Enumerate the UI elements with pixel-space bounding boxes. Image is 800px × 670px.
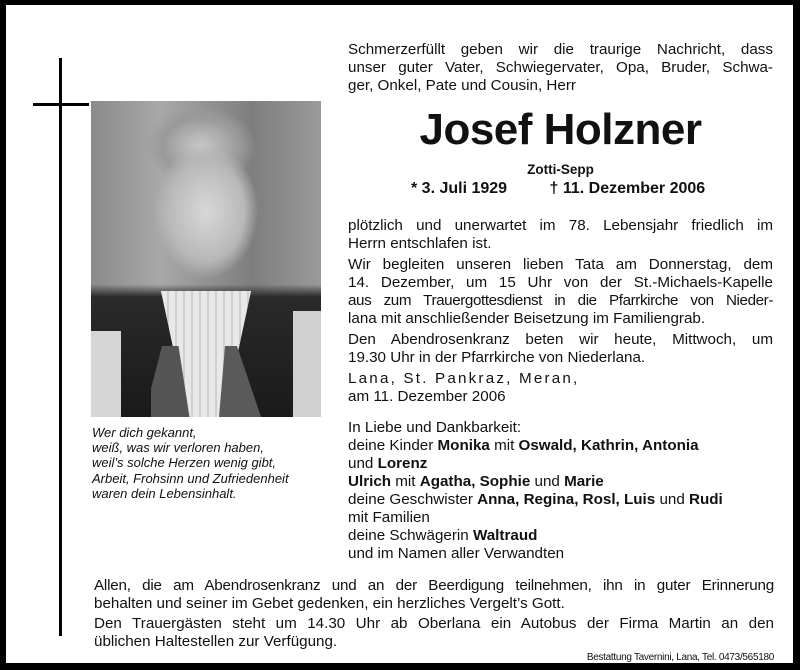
intro-text <box>348 41 773 95</box>
mourners-list <box>348 419 773 563</box>
cross-icon-horizontal <box>33 103 89 106</box>
family-name: Marie <box>564 473 604 490</box>
mourners-heading: In Liebe und Dankbarkeit: <box>348 419 522 436</box>
family-name: Lorenz <box>377 455 428 472</box>
child2-line <box>348 473 773 491</box>
closing-line: behalten und seiner im Gebet gedenken, ein herzliches Vergelt’s Gott. <box>94 595 565 612</box>
text: deine Geschwister <box>348 491 478 508</box>
text: mit <box>489 437 519 454</box>
cross-icon-vertical <box>59 58 62 636</box>
sister-in-law-line <box>348 527 773 545</box>
closing-line: Den Trauergästen steht um 14.30 Uhr ab Oberlana ein Autobus der Firma Martin an den <box>94 615 774 632</box>
body-line: aus zum Trauergottesdienst in die Pfarrkirche von Nieder- <box>348 292 773 309</box>
body-line: lana mit anschließender Beisetzung im Familiengrab. <box>348 310 706 327</box>
siblings-line <box>348 491 773 509</box>
text: deine Schwägerin <box>348 527 473 544</box>
portrait-photo <box>91 101 321 417</box>
quote-line: weiß, was wir verloren haben, <box>92 440 264 456</box>
place-date <box>348 370 773 406</box>
text: mit <box>391 473 420 490</box>
funeral-paragraph <box>348 256 773 328</box>
intro-line: ger, Onkel, Pate und Cousin, Herr <box>348 77 576 94</box>
place: Lana, St. Pankraz, Meran, <box>348 370 580 387</box>
child-name: Ulrich <box>348 473 392 490</box>
quote-line: Arbeit, Frohsinn und Zufriedenheit <box>92 470 289 486</box>
text: und <box>655 491 689 508</box>
body-line: 19.30 Uhr in der Pfarrkirche von Niederlana. <box>348 349 646 366</box>
date: am 11. Dezember 2006 <box>348 388 506 405</box>
text: deine Kinder <box>348 437 438 454</box>
rosary-paragraph <box>348 331 773 367</box>
intro-line: Schmerzerfüllt geben wir die traurige Nachricht, dass <box>348 41 773 58</box>
closing-line: Allen, die am Abendrosenkranz und an der Beerdigung teilnehmen, ihn in guter Erinnerung <box>94 577 774 594</box>
body-line: Den Abendrosenkranz beten wir heute, Mittwoch, um <box>348 331 773 348</box>
sister-in-law-name: Waltraud <box>472 527 538 544</box>
sibling-name: Rudi <box>689 491 723 508</box>
children-line-cont <box>348 455 773 473</box>
sibling-names: Anna, Regina, Rosl, Luis <box>477 491 656 508</box>
text: und <box>348 455 378 472</box>
thanks-paragraph <box>94 577 774 613</box>
closing-line: üblichen Haltestellen zur Verfügung. <box>94 633 338 650</box>
undertaker-credit: Bestattung Tavernini, Lana, Tel. 0473/565180 <box>586 652 774 663</box>
quote-line: waren dein Lebensinhalt. <box>92 485 237 501</box>
deceased-nickname: Zotti-Sepp <box>527 162 594 177</box>
body-line: 14. Dezember, um 15 Uhr von der St.-Michaels-Kapelle <box>348 274 773 291</box>
deceased-name: Josef Holzner <box>419 105 702 154</box>
life-dates <box>411 180 705 198</box>
text: und <box>530 473 565 490</box>
relatives-line: und im Namen aller Verwandten <box>348 545 565 562</box>
photo-detail <box>91 331 121 417</box>
body-line: Herrn entschlafen ist. <box>348 235 492 252</box>
bus-paragraph <box>94 615 774 651</box>
photo-detail <box>293 311 321 417</box>
body-line: plötzlich und unerwartet im 78. Lebensjahr friedlich im <box>348 217 773 234</box>
quote-line: weil’s solche Herzen wenig gibt, <box>92 455 277 471</box>
siblings-suffix: mit Familien <box>348 509 430 526</box>
passing-paragraph <box>348 217 773 253</box>
intro-line: unser guter Vater, Schwiegervater, Opa, Bruder, Schwa- <box>348 59 773 76</box>
family-names: Oswald, Kathrin, Antonia <box>518 437 699 454</box>
death-date: † 11. Dezember 2006 <box>549 180 706 197</box>
child-name: Monika <box>437 437 490 454</box>
birth-date: * 3. Juli 1929 <box>411 180 508 197</box>
quote-line: Wer dich gekannt, <box>92 425 197 440</box>
family-names: Agatha, Sophie <box>419 473 531 490</box>
children-line <box>348 437 773 455</box>
body-line: Wir begleiten unseren lieben Tata am Donnerstag, dem <box>348 256 773 273</box>
memorial-quote <box>92 425 337 501</box>
